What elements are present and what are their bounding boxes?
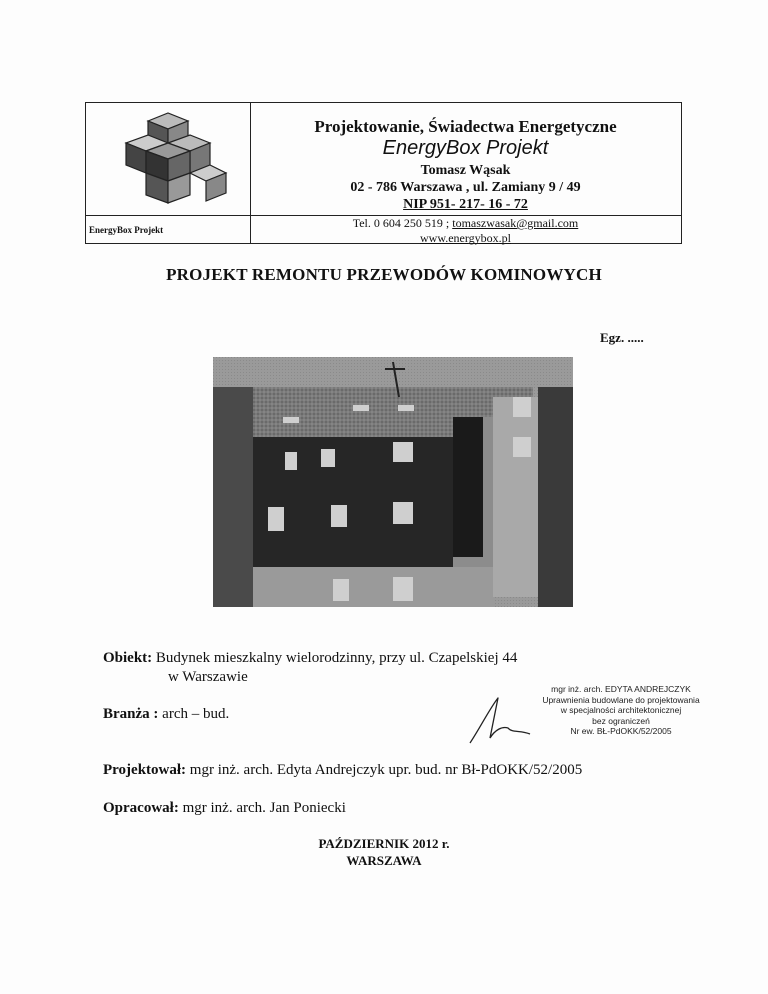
obiekt-value-line2: w Warszawie [168, 669, 248, 685]
branza-label: Branża : [103, 706, 159, 722]
website-link[interactable]: www.energybox.pl [420, 231, 511, 245]
company-line: Projektowanie, Świadectwa Energetyczne [314, 117, 617, 136]
brand-name: EnergyBox Projekt [382, 137, 549, 159]
company-address: 02 - 786 Warszawa , ul. Zamiany 9 / 49 [350, 180, 581, 195]
company-nip: NIP 951- 217- 16 - 72 [403, 197, 528, 212]
logo-cell [86, 103, 251, 243]
projektowal-value: mgr inż. arch. Edyta Andrejczyk upr. bud. nr Bł-PdOKK/52/2005 [186, 762, 583, 778]
company-header [85, 102, 682, 244]
logo-caption: EnergyBox Projekt [86, 215, 250, 243]
building-photo [213, 357, 573, 607]
document-date: PAŹDZIERNIK 2012 r. [318, 836, 450, 851]
document-title: PROJEKT REMONTU PRZEWODÓW KOMINOWYCH [166, 265, 602, 284]
opracowal-label: Opracował: [103, 800, 179, 816]
branza-value: arch – bud. [158, 706, 230, 722]
obiekt-label: Obiekt: [103, 650, 153, 666]
contact-line [250, 216, 681, 231]
stamp-line: Nr ew. BŁ-PdOKK/52/2005 [570, 726, 672, 736]
obiekt-line [103, 650, 517, 667]
stamp-line: bez ograniczeń [592, 715, 650, 726]
opracowal-value: mgr inż. arch. Jan Poniecki [178, 800, 346, 816]
stamp-line: mgr inż. arch. EDYTA ANDREJCZYK [551, 684, 691, 694]
building-photo-image [213, 357, 573, 607]
projektowal-label: Projektował: [103, 762, 187, 778]
phone-text: Tel. 0 604 250 519 ; [352, 216, 453, 230]
obiekt-value: Budynek mieszkalny wielorodzinny, przy ul. Czapelskiej 44 [152, 650, 518, 666]
company-info [250, 103, 681, 243]
energybox-logo-icon [86, 103, 250, 215]
opracowal-line [103, 800, 346, 817]
stamp-line: w specjalności architektonicznej [560, 705, 682, 715]
stamp-line: Uprawnienia budowlane do projektowania [542, 694, 700, 705]
branza-line [103, 706, 229, 723]
certification-stamp [541, 684, 701, 737]
email-link[interactable]: tomaszwasak@gmail.com [452, 216, 579, 230]
owner-name: Tomasz Wąsak [420, 163, 511, 178]
projektowal-line [103, 762, 582, 779]
document-city: WARSZAWA [346, 853, 422, 868]
copy-label: Egz. ..... [600, 330, 644, 345]
signature-image [450, 688, 540, 748]
